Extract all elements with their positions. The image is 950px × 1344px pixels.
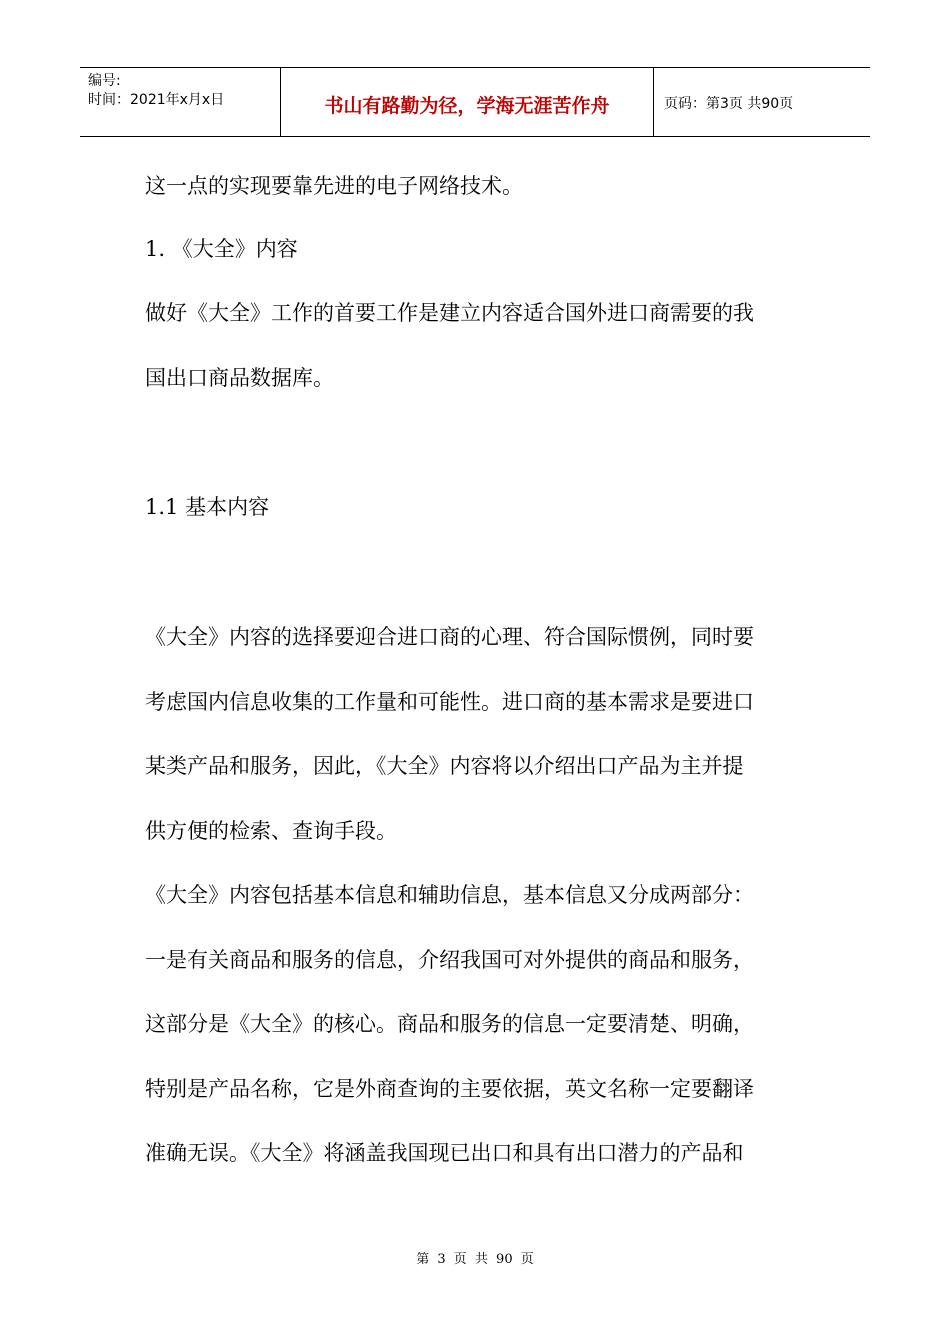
paragraph-line: 某类产品和服务，因此，《大全》内容将以介绍出口产品为主并提 — [145, 754, 744, 778]
paragraph-line: 准确无误。《大全》将涵盖我国现已出口和具有出口潜力的产品和 — [145, 1141, 744, 1165]
paragraph-line: 特别是产品名称，它是外商查询的主要依据，英文名称一定要翻译 — [145, 1077, 754, 1101]
paragraph-line: 这一点的实现要靠先进的电子网络技术。 — [145, 174, 523, 198]
page-info-text: 页码：第3页 共90页 — [664, 96, 794, 112]
paragraph-line: 《大全》内容包括基本信息和辅助信息，基本信息又分成两部分： — [145, 883, 754, 907]
subsection-heading: 1.1 基本内容 — [145, 495, 270, 519]
time-label: 时间：2021年x月x日 — [88, 92, 225, 108]
paragraph-line: 《大全》内容的选择要迎合进口商的心理、符合国际惯例，同时要 — [145, 625, 754, 649]
paragraph-line: 做好《大全》工作的首要工作是建立内容适合国外进口商需要的我 — [145, 301, 754, 325]
paragraph-line: 这部分是《大全》的核心。商品和服务的信息一定要清楚、明确， — [145, 1012, 754, 1036]
paragraph-line: 供方便的检索、查询手段。 — [145, 819, 397, 843]
section-heading: 1. 《大全》内容 — [145, 237, 298, 261]
header-meta — [80, 68, 281, 136]
paragraph-line: 国出口商品数据库。 — [145, 366, 334, 390]
header-motto — [281, 68, 654, 136]
number-label: 编号: — [88, 73, 121, 89]
page-footer: 第 3 页 共 90 页 — [416, 1252, 534, 1267]
document-header — [80, 67, 870, 137]
paragraph-line: 考虑国内信息收集的工作量和可能性。进口商的基本需求是要进口 — [145, 690, 754, 714]
header-page-info — [654, 68, 870, 136]
motto-text: 书山有路勤为径，学海无涯苦作舟 — [324, 94, 610, 117]
paragraph-line: 一是有关商品和服务的信息，介绍我国可对外提供的商品和服务， — [145, 948, 754, 972]
